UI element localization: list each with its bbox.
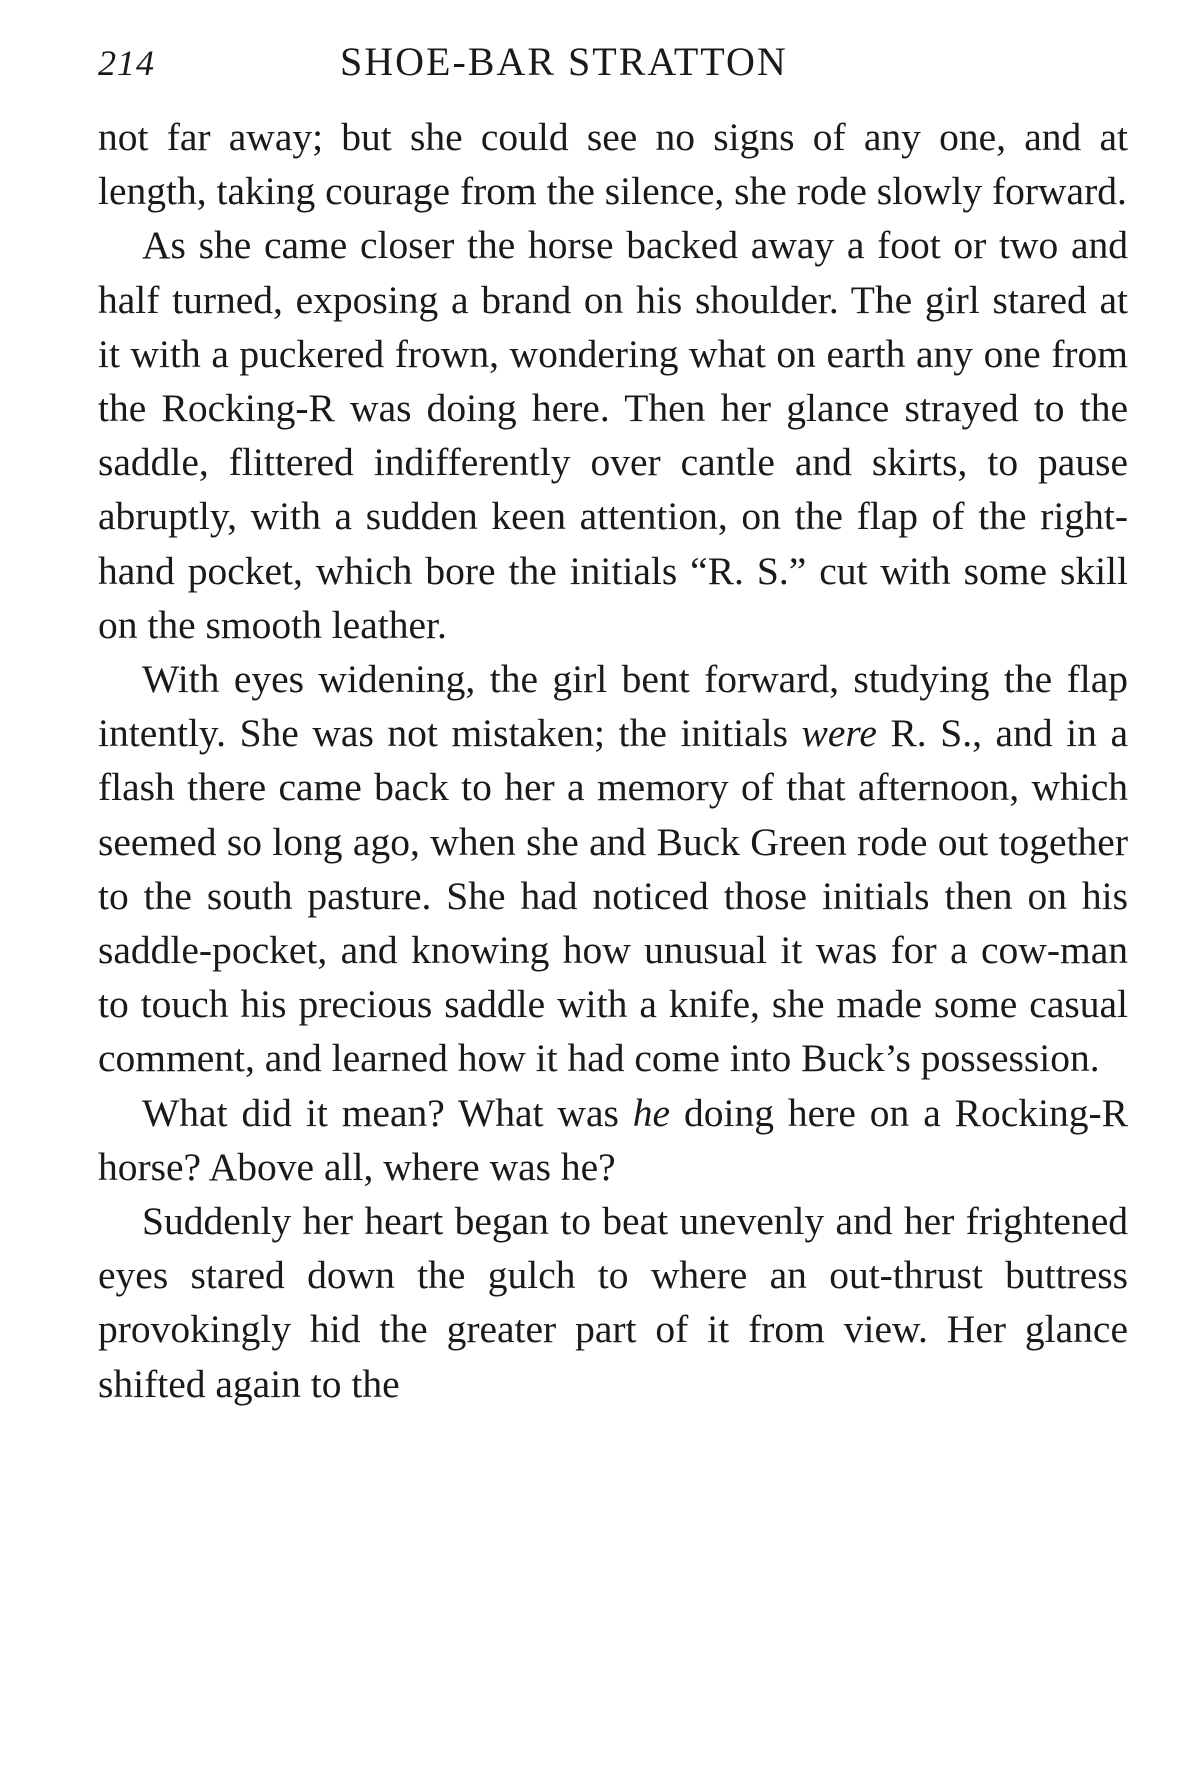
paragraph-text: As she came closer the horse backed away a foot or two and half turned, exposing a brand on his shoulder. The girl stared at it with a puckered frown, wondering what on earth any one from the Rocking-R was doing here. Then her glance strayed to the saddle, flittered indifferently over cantle and skirts, to pause abruptly, with a sudden keen attention, on the flap of the right-hand pocket, which bore the initials “R. S.” cut with some skill on the smooth leather. [98,223,1128,647]
body-text [98,110,1128,1411]
book-page [98,28,1128,1411]
paragraph-text: not far away; but she could see no signs of any one, and at length, taking courage from the silence, she rode slowly forward. [98,115,1128,214]
emphasis-word: he [632,1090,671,1135]
paragraph-question [98,1086,1128,1194]
running-head [98,28,1128,98]
paragraph-text-after: R. S., and in a flash there came back to her a memory of that afternoon, which seemed so long ago, when she and Buck Green rode out together to the south pasture. She had noticed those initials then on his saddle-pocket, and knowing how unusual it was for a cow-man to touch his precious saddle with a knife, she made some casual comment, and learned how it had come into Buck’s possession. [98,711,1128,1081]
paragraph-continued [98,110,1128,218]
paragraph-initials [98,652,1128,1086]
paragraph-text: Suddenly her heart began to beat unevenly and her frightened eyes stared down the gulch to where an out-thrust buttress provokingly hid the greater part of it from view. Her glance shifted again to the [98,1199,1128,1406]
paragraph-heart [98,1194,1128,1411]
book-title: SHOE-BAR STRATTON [340,39,788,84]
paragraph-text-before: With eyes widening, the girl bent forward, studying the flap intently. She was not mistaken; the initials [98,657,1128,756]
paragraph-text-before: What did it mean? What was [142,1090,633,1135]
emphasis-word: were [801,711,877,756]
page-number: 214 [98,43,155,83]
paragraph-brand [98,218,1128,652]
paragraph-text-after: doing here on a Rocking-R horse? Above all, where was he? [98,1090,1129,1189]
